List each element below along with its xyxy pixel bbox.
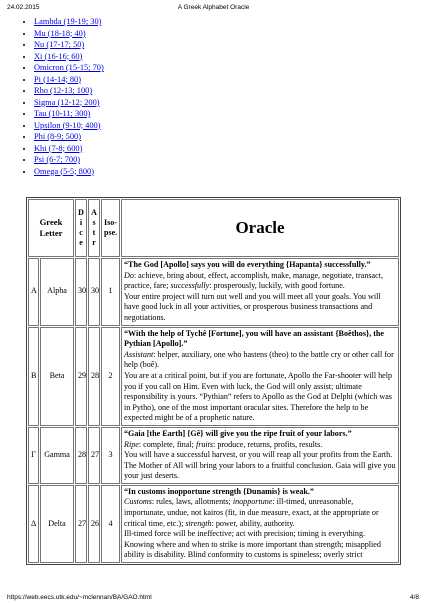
link-rho[interactable]: Rho (12-13; 100) xyxy=(34,86,93,95)
greek-letter-header: Greek Letter xyxy=(28,199,74,257)
letter-symbol: A xyxy=(28,258,39,326)
list-item xyxy=(34,108,104,120)
gloss-word: Customs xyxy=(124,497,152,507)
page-number: 4/8 xyxy=(409,594,419,601)
astr-value: 28 xyxy=(88,327,100,426)
oracle-text xyxy=(121,258,399,326)
gloss-definition: : helper, auxiliary, one who hastens (theo) to the battle cry or other call for help (boê). xyxy=(124,349,394,370)
gloss-definition: : rules, laws, allotments; xyxy=(151,497,231,507)
dice-value: 30 xyxy=(75,258,87,326)
letter-symbol: Γ xyxy=(28,427,39,484)
link-pi[interactable]: Pi (14-14; 80) xyxy=(34,74,81,84)
list-item xyxy=(34,28,104,40)
list-item xyxy=(34,74,104,86)
astr-value: 26 xyxy=(88,485,100,563)
list-item xyxy=(34,16,104,28)
oracle-text xyxy=(121,485,399,563)
gloss-word: successfully xyxy=(170,281,210,291)
dice-value: 28 xyxy=(75,427,87,484)
letter-symbol: Δ xyxy=(28,485,39,563)
isopsephy-header: Iso- pse. xyxy=(101,199,120,257)
gloss-word: Do xyxy=(124,270,134,280)
link-mu[interactable]: Mu (18-18; 40) xyxy=(34,28,86,38)
gloss-definition: : power, ability, authority. xyxy=(211,518,295,528)
gloss-word: fruits xyxy=(195,439,214,449)
page-title: A Greek Alphabet Oracle xyxy=(177,4,250,11)
dice-value: 29 xyxy=(75,327,87,426)
list-item xyxy=(34,154,104,166)
dice-value: 27 xyxy=(75,485,87,563)
list-item xyxy=(34,39,104,51)
link-lambda[interactable]: Lambda (19-19; 30) xyxy=(34,17,102,26)
letter-name: Delta xyxy=(40,485,74,563)
gloss-word: strength xyxy=(185,518,212,528)
link-psi[interactable]: Psi (6-7; 700) xyxy=(34,155,81,164)
oracle-verse: “The God [Apollo] says you will do everything {Hapanta} successfully.” xyxy=(124,260,371,269)
letter-name: Alpha xyxy=(40,258,74,326)
table-row xyxy=(28,427,399,484)
print-date: 24.02.2015 xyxy=(7,4,40,11)
astr-value: 30 xyxy=(88,258,100,326)
list-item xyxy=(34,120,104,132)
oracle-text xyxy=(121,427,399,484)
oracle-interpretation: You are at a critical point, but if you are fortunate, Apollo the Far-shooter will help you if you call on Him. Even with luck, the God will only assist; ultimate responsibility is yours. “Pythian” refers to Apollo as the God at Delphi (which was in Pytho), one of the most important oracular sites. Therefore the help to be expected might be of a prophetic nature. xyxy=(124,370,393,423)
link-nu[interactable]: Nu (17-17; 50) xyxy=(34,40,85,49)
oracle-interpretation: Your entire project will turn out well and you will meet all your goals. You will have good luck in all your activities, or prosperous business transactions and negotiations. xyxy=(124,291,381,322)
link-khi[interactable]: Khi (7-8; 600) xyxy=(34,143,83,153)
list-item xyxy=(34,85,104,97)
astr-header: A s t r xyxy=(88,199,100,257)
list-item xyxy=(34,51,104,63)
link-omicron[interactable]: Omicron (15-15; 70) xyxy=(34,63,104,72)
isopsephy-value: 4 xyxy=(101,485,120,563)
oracle-interpretation: You will have a successful harvest, or you will reap all your profits from the Earth. The Mother of All will bring your labors to a fruitful conclusion. Gaia will give you your just deserts. xyxy=(124,450,396,481)
letter-link-list xyxy=(20,16,104,177)
oracle-text xyxy=(121,327,399,426)
gloss-word: inopportune xyxy=(232,497,273,507)
link-phi[interactable]: Phi (8-9; 500) xyxy=(34,132,81,141)
page-footer xyxy=(0,591,427,601)
table-row xyxy=(28,258,399,326)
table-row xyxy=(28,327,399,426)
dice-header: D i c e xyxy=(75,199,87,257)
list-item xyxy=(34,97,104,109)
oracle-table xyxy=(26,197,401,565)
link-omega[interactable]: Omega (5-5; 800) xyxy=(34,166,95,176)
link-tau[interactable]: Tau (10-11; 300) xyxy=(34,109,91,118)
isopsephy-value: 2 xyxy=(101,327,120,426)
page-url: https://web.eecs.utk.edu/~mclennan/BA/GAO.html xyxy=(7,594,152,601)
list-item xyxy=(34,131,104,143)
isopsephy-value: 3 xyxy=(101,427,120,484)
gloss-definition: : produce, returns, profits, results. xyxy=(213,439,323,449)
table-header-row xyxy=(28,199,399,257)
list-item xyxy=(34,62,104,74)
oracle-verse: “In customs inopportune strength {Dunamis} is weak.” xyxy=(124,486,314,496)
gloss-definition: : achieve, bring about, effect, accomplish, make, manage, negotiate, transact, practice, fare; xyxy=(124,270,383,291)
table-row xyxy=(28,485,399,563)
letter-symbol: B xyxy=(28,327,39,426)
link-sigma[interactable]: Sigma (12-12; 200) xyxy=(34,97,100,107)
oracle-header: Oracle xyxy=(121,199,399,257)
letter-name: Beta xyxy=(40,327,74,426)
isopsephy-value: 1 xyxy=(101,258,120,326)
letter-name: Gamma xyxy=(40,427,74,484)
oracle-verse: “Gaia [the Earth] {Gê} will give you the ripe fruit of your labors.” xyxy=(124,428,352,438)
link-xi[interactable]: Xi (16-16; 60) xyxy=(34,51,83,61)
gloss-definition: : prosperously, luckily, with good fortune. xyxy=(209,281,345,291)
list-item xyxy=(34,166,104,178)
link-upsilon[interactable]: Upsilon (9-10; 400) xyxy=(34,120,101,130)
page-header xyxy=(0,2,427,14)
astr-value: 27 xyxy=(88,427,100,484)
gloss-definition: : ill-timed, unreasonable, importunate, undue, not kairos (fit, in due measure, exact, at the appropriate or critical time, etc.); xyxy=(124,497,379,528)
gloss-word: Ripe xyxy=(124,439,139,449)
list-item xyxy=(34,143,104,155)
oracle-verse: “With the help of Tychê [Fortune], you will have an assistant {Boêthos}, the Pythian [Apollo].” xyxy=(124,328,384,349)
gloss-word: Assistant xyxy=(124,349,154,359)
oracle-interpretation: Ill-timed force will be ineffective; act with precision; timing is everything. Knowing where and when to strike is more important than strength; misapplied ability is disability. Blind conformity to customs is spineless; overly strict xyxy=(124,529,381,560)
gloss-definition: : complete, final; xyxy=(138,439,194,449)
